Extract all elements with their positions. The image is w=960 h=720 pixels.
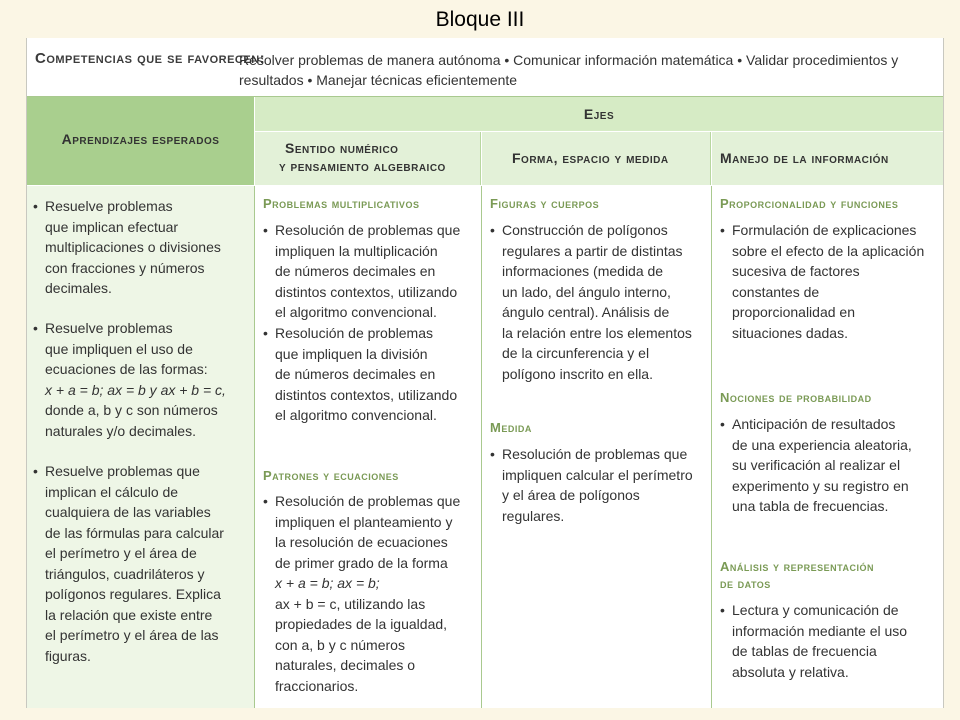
text-line: impliquen el planteamiento y (275, 513, 453, 530)
text-line: la resolución de ecuaciones (275, 534, 448, 550)
text-line: de las fórmulas para calcular (45, 524, 224, 541)
page-title: Bloque III (435, 8, 525, 31)
text-line: el perímetro y el área de (45, 545, 197, 561)
ejes-header-label: Ejes (583, 106, 615, 122)
text-line: distintos contextos, utilizando (275, 386, 458, 403)
text-line: Resolución de problemas (275, 325, 433, 341)
section-heading (720, 558, 874, 592)
col1-header-line: y pensamiento algebraico (279, 158, 446, 174)
col2-header (482, 132, 711, 185)
text-line: el algoritmo convencional. (275, 304, 437, 320)
text-line: la relación entre los elementos (502, 324, 692, 341)
text-line: sucesiva de factores (732, 263, 860, 279)
manejo-informacion-column (712, 186, 943, 708)
content-item (263, 323, 458, 426)
text-line: que impliquen la división (275, 345, 428, 362)
aprendizajes-column (27, 186, 255, 708)
col1-header (255, 132, 481, 185)
text-line: y el área de polígonos (502, 487, 640, 503)
text-line: Formulación de explicaciones (732, 222, 917, 238)
text-line: de una experiencia aleatoria, (732, 436, 912, 453)
competencias-row (27, 38, 943, 97)
bullet-icon: • (720, 222, 725, 238)
text-line: ecuaciones de las formas: (45, 361, 208, 377)
text-line: impliquen la multiplicación (275, 242, 438, 259)
text-line: proporcionalidad en (732, 304, 855, 320)
text-line: con fracciones y números (45, 259, 205, 276)
bullet-icon: • (33, 320, 38, 336)
text-line: la relación que existe entre (45, 606, 213, 623)
content-item (490, 444, 693, 526)
text-line: implican el cálculo de (45, 483, 179, 500)
sentido-numerico-column (255, 186, 482, 708)
text-line: un lado, del ángulo interno, (502, 283, 671, 300)
text-line: x + a = b; ax = b; (275, 575, 380, 591)
text-line: de números decimales en (275, 366, 436, 382)
bullet-icon: • (490, 446, 495, 462)
bullet-icon: • (33, 463, 38, 479)
col3-header-label: Manejo de la información (720, 150, 889, 166)
text-line: Resolución de problemas que (275, 222, 461, 238)
text-line: impliquen calcular el perímetro (502, 466, 693, 483)
text-line: de números decimales en (275, 263, 436, 279)
ejes-header (255, 97, 943, 132)
bullet-icon: • (720, 602, 725, 618)
text-line: constantes de (732, 283, 820, 300)
text-line: ángulo central). Análisis de (502, 304, 670, 320)
text-line: decimales. (45, 280, 112, 296)
text-line: x + a = b; ax = b y ax + b = c, (45, 381, 226, 398)
text-line: cualquiera de las variables (45, 504, 211, 520)
aprendizajes-header (27, 97, 255, 185)
text-line: que implican efectuar (45, 218, 179, 235)
text-line: Resolución de problemas que (502, 446, 688, 462)
text-line: su verificación al realizar el (732, 457, 901, 473)
section-heading: Patrones y ecuaciones (263, 468, 399, 483)
text-line: polígonos regulares. Explica (45, 586, 221, 602)
bullet-icon: • (263, 222, 268, 238)
text-line: regulares. (502, 507, 565, 524)
aprendizaje-item (33, 196, 221, 299)
text-line: experimento y su registro en (732, 477, 909, 494)
section-heading: Medida (490, 420, 532, 435)
text-line: naturales y/o decimales. (45, 422, 196, 439)
text-line: Lectura y comunicación de (732, 602, 899, 618)
text-line: Anticipación de resultados (732, 416, 896, 432)
content-item (490, 220, 692, 384)
text-line: el algoritmo convencional. (275, 407, 437, 423)
text-line: información mediante el uso (732, 622, 908, 639)
text-line: una tabla de frecuencias. (732, 498, 889, 514)
text-line: que impliquen el uso de (45, 340, 193, 357)
bullet-icon: • (33, 198, 38, 214)
section-heading: Nociones de probabilidad (720, 390, 872, 405)
text-line: multiplicaciones o divisiones (45, 239, 221, 255)
text-line: de la circunferencia y el (502, 345, 650, 361)
text-line: Resuelve problemas (45, 320, 173, 336)
content-item (720, 414, 912, 517)
text-line: fraccionarios. (275, 677, 359, 694)
text-line: situaciones dadas. (732, 324, 848, 341)
forma-espacio-column (482, 186, 712, 708)
curriculum-table (26, 38, 944, 708)
content-item (720, 220, 925, 343)
bullet-icon: • (720, 416, 725, 432)
text-line: polígono inscrito en ella. (502, 365, 653, 382)
section-heading-line: de datos (720, 576, 771, 591)
text-line: donde a, b y c son números (45, 402, 218, 418)
aprendizajes-header-label: Aprendizajes esperados (61, 131, 220, 147)
competencias-text (239, 50, 939, 90)
text-line: con a, b y c números (275, 636, 405, 653)
text-line: sobre el efecto de la aplicación (732, 242, 925, 259)
aprendizaje-item (33, 318, 226, 441)
competencias-label: Competencias que se favorecen: (35, 50, 266, 67)
text-line: de primer grado de la forma (275, 554, 448, 571)
aprendizaje-item (33, 461, 224, 666)
text-line: absoluta y relativa. (732, 663, 849, 680)
text-line: Resuelve problemas que (45, 463, 200, 479)
text-line: Construcción de polígonos (502, 222, 668, 238)
text-line: el perímetro y el área de las (45, 627, 219, 643)
section-heading: Problemas multiplicativos (263, 196, 420, 211)
text-line: distintos contextos, utilizando (275, 283, 458, 300)
col1-header-line: Sentido numérico (285, 140, 399, 156)
text-line: ax + b = c, utilizando las (275, 595, 426, 612)
text-line: de tablas de frecuencia (732, 643, 877, 659)
bullet-icon: • (263, 493, 268, 509)
competencias-line: Resolver problemas de manera autónoma • Comunicar información matemática • Validar procedimientos y (239, 52, 899, 68)
content-item (263, 220, 461, 323)
text-line: propiedades de la igualdad, (275, 616, 448, 632)
content-item (263, 491, 461, 696)
section-heading-line: Análisis y representación (720, 559, 874, 574)
bullet-icon: • (490, 222, 495, 238)
text-line: triángulos, cuadriláteros y (45, 565, 205, 582)
section-heading: Proporcionalidad y funciones (720, 196, 899, 211)
text-line: regulares a partir de distintas (502, 242, 683, 259)
content-item (720, 600, 908, 682)
col2-header-label: Forma, espacio y medida (512, 150, 669, 166)
competencias-line: resultados • Manejar técnicas eficientemente (239, 72, 518, 88)
bullet-icon: • (263, 325, 268, 341)
text-line: Resolución de problemas que (275, 493, 461, 509)
text-line: informaciones (medida de (502, 263, 664, 279)
text-line: Resuelve problemas (45, 198, 173, 214)
col3-header (712, 132, 943, 185)
section-heading: Figuras y cuerpos (490, 196, 600, 211)
text-line: naturales, decimales o (275, 657, 416, 673)
text-line: figuras. (45, 647, 91, 664)
